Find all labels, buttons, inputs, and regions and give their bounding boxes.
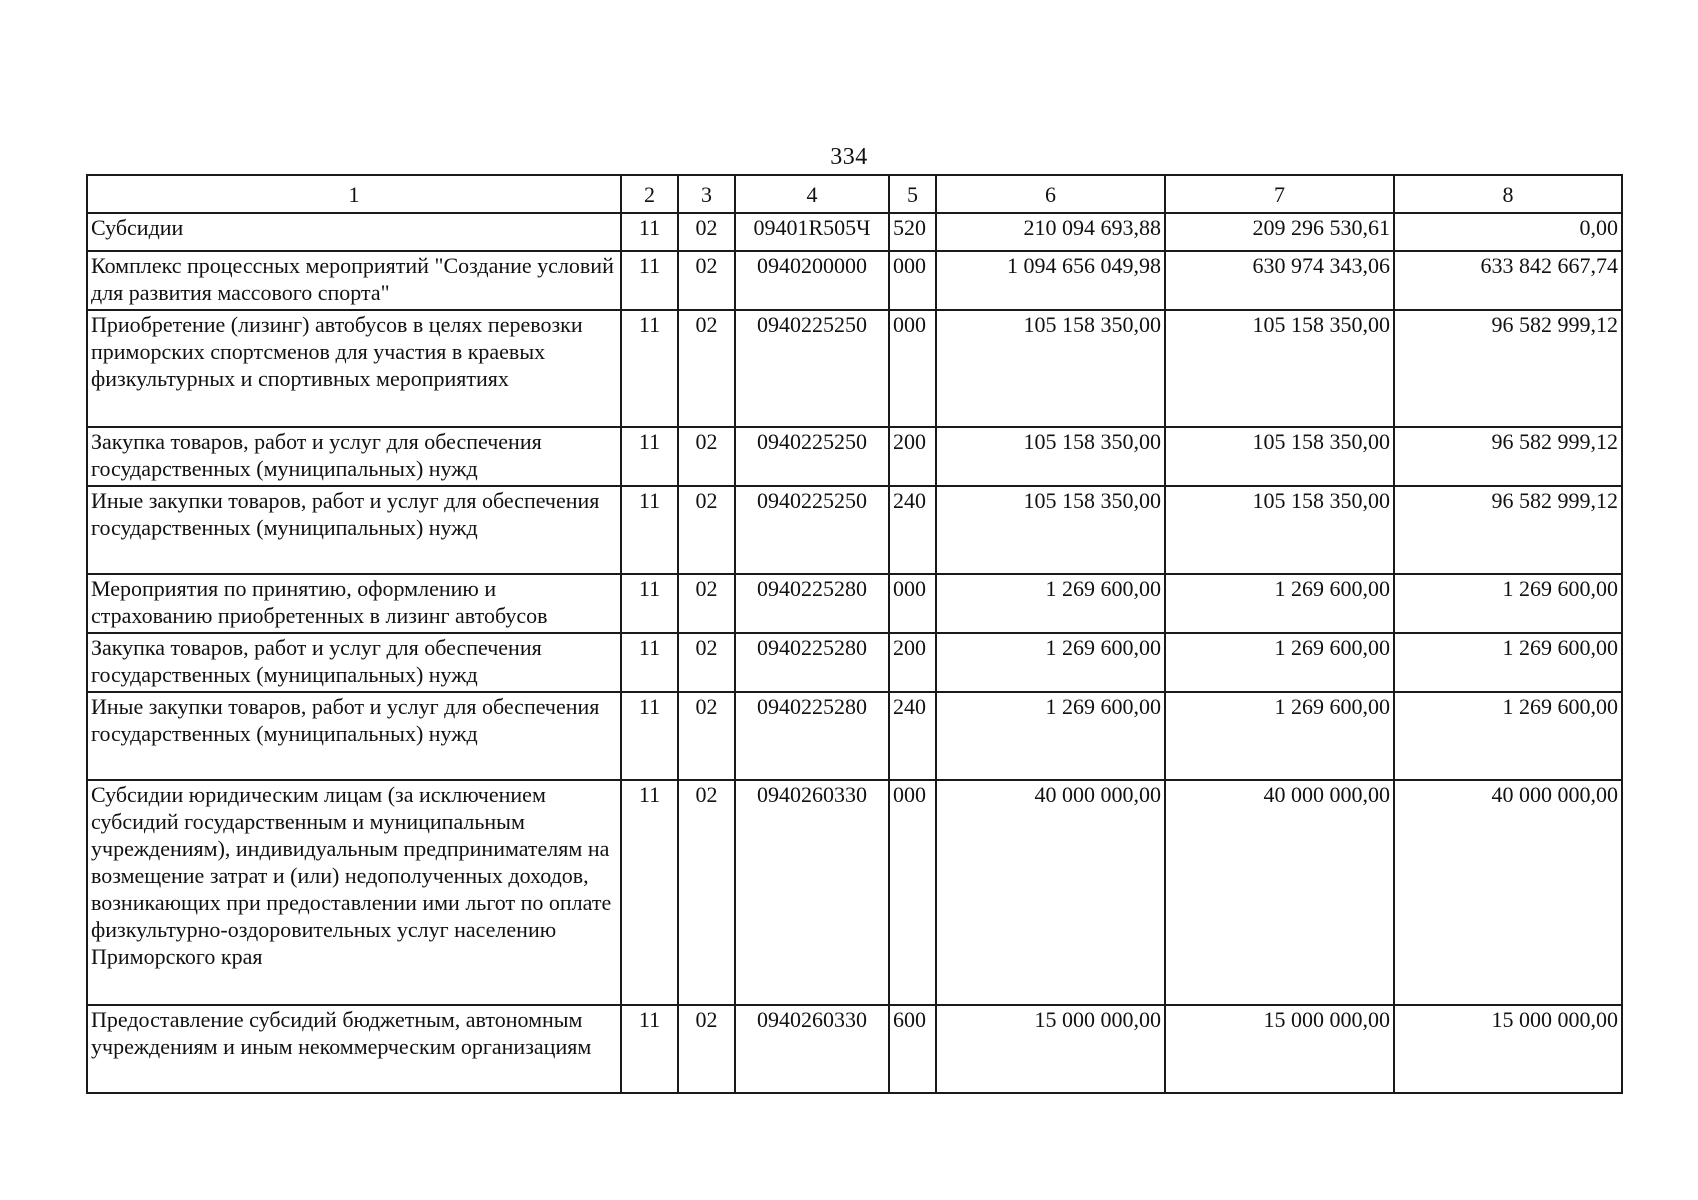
section-code: 11 bbox=[621, 1005, 678, 1093]
subsection-code: 02 bbox=[678, 310, 735, 427]
amount-col7: 209 296 530,61 bbox=[1165, 213, 1394, 251]
table-row bbox=[87, 213, 1622, 251]
column-header: 3 bbox=[678, 175, 735, 213]
expense-type-code: 600 bbox=[889, 1005, 936, 1093]
expense-type-code: 000 bbox=[889, 780, 936, 1005]
amount-col6: 105 158 350,00 bbox=[936, 486, 1165, 574]
amount-col6: 105 158 350,00 bbox=[936, 310, 1165, 427]
subsection-code: 02 bbox=[678, 574, 735, 633]
subsection-code: 02 bbox=[678, 427, 735, 486]
amount-col8: 1 269 600,00 bbox=[1394, 692, 1622, 780]
table-row bbox=[87, 780, 1622, 1005]
amount-col6: 210 094 693,88 bbox=[936, 213, 1165, 251]
item-name: Мероприятия по принятию, оформлению и страхованию приобретенных в лизинг автобусов bbox=[87, 574, 621, 633]
amount-col8: 0,00 bbox=[1394, 213, 1622, 251]
table-row bbox=[87, 692, 1622, 780]
table-row bbox=[87, 251, 1622, 310]
subsection-code: 02 bbox=[678, 251, 735, 310]
expense-type-code: 200 bbox=[889, 633, 936, 692]
column-header: 6 bbox=[936, 175, 1165, 213]
subsection-code: 02 bbox=[678, 213, 735, 251]
section-code: 11 bbox=[621, 251, 678, 310]
subsection-code: 02 bbox=[678, 633, 735, 692]
target-article-code: 0940260330 bbox=[735, 1005, 889, 1093]
column-header: 8 bbox=[1394, 175, 1622, 213]
expense-type-code: 000 bbox=[889, 574, 936, 633]
column-header: 1 bbox=[87, 175, 621, 213]
expense-type-code: 520 bbox=[889, 213, 936, 251]
target-article-code: 0940200000 bbox=[735, 251, 889, 310]
amount-col6: 1 094 656 049,98 bbox=[936, 251, 1165, 310]
amount-col6: 40 000 000,00 bbox=[936, 780, 1165, 1005]
target-article-code: 09401R505Ч bbox=[735, 213, 889, 251]
table-row bbox=[87, 1005, 1622, 1093]
budget-table bbox=[86, 174, 1623, 1094]
section-code: 11 bbox=[621, 486, 678, 574]
target-article-code: 0940225280 bbox=[735, 574, 889, 633]
amount-col6: 1 269 600,00 bbox=[936, 574, 1165, 633]
amount-col6: 1 269 600,00 bbox=[936, 633, 1165, 692]
amount-col7: 105 158 350,00 bbox=[1165, 427, 1394, 486]
column-header: 7 bbox=[1165, 175, 1394, 213]
table-row bbox=[87, 486, 1622, 574]
item-name: Предоставление субсидий бюджетным, автономным учреждениям и иным некоммерческим организациям bbox=[87, 1005, 621, 1093]
expense-type-code: 240 bbox=[889, 692, 936, 780]
amount-col7: 105 158 350,00 bbox=[1165, 486, 1394, 574]
amount-col7: 1 269 600,00 bbox=[1165, 574, 1394, 633]
table-row bbox=[87, 574, 1622, 633]
expense-type-code: 000 bbox=[889, 310, 936, 427]
amount-col7: 630 974 343,06 bbox=[1165, 251, 1394, 310]
section-code: 11 bbox=[621, 213, 678, 251]
target-article-code: 0940260330 bbox=[735, 780, 889, 1005]
amount-col6: 1 269 600,00 bbox=[936, 692, 1165, 780]
amount-col8: 96 582 999,12 bbox=[1394, 486, 1622, 574]
expense-type-code: 000 bbox=[889, 251, 936, 310]
table-row bbox=[87, 427, 1622, 486]
target-article-code: 0940225280 bbox=[735, 633, 889, 692]
subsection-code: 02 bbox=[678, 486, 735, 574]
item-name: Субсидии bbox=[87, 213, 621, 251]
item-name: Закупка товаров, работ и услуг для обеспечения государственных (муниципальных) нужд bbox=[87, 633, 621, 692]
expense-type-code: 240 bbox=[889, 486, 936, 574]
amount-col8: 40 000 000,00 bbox=[1394, 780, 1622, 1005]
amount-col8: 1 269 600,00 bbox=[1394, 633, 1622, 692]
section-code: 11 bbox=[621, 310, 678, 427]
amount-col7: 105 158 350,00 bbox=[1165, 310, 1394, 427]
amount-col6: 105 158 350,00 bbox=[936, 427, 1165, 486]
amount-col8: 96 582 999,12 bbox=[1394, 427, 1622, 486]
section-code: 11 bbox=[621, 780, 678, 1005]
target-article-code: 0940225280 bbox=[735, 692, 889, 780]
subsection-code: 02 bbox=[678, 1005, 735, 1093]
target-article-code: 0940225250 bbox=[735, 310, 889, 427]
amount-col7: 15 000 000,00 bbox=[1165, 1005, 1394, 1093]
table-row bbox=[87, 310, 1622, 427]
item-name: Приобретение (лизинг) автобусов в целях перевозки приморских спортсменов для участия в краевых физкультурных и спортивных мероприятиях bbox=[87, 310, 621, 427]
expense-type-code: 200 bbox=[889, 427, 936, 486]
section-code: 11 bbox=[621, 574, 678, 633]
amount-col8: 96 582 999,12 bbox=[1394, 310, 1622, 427]
column-header: 4 bbox=[735, 175, 889, 213]
column-header: 2 bbox=[621, 175, 678, 213]
section-code: 11 bbox=[621, 692, 678, 780]
amount-col6: 15 000 000,00 bbox=[936, 1005, 1165, 1093]
amount-col8: 633 842 667,74 bbox=[1394, 251, 1622, 310]
section-code: 11 bbox=[621, 427, 678, 486]
item-name: Закупка товаров, работ и услуг для обеспечения государственных (муниципальных) нужд bbox=[87, 427, 621, 486]
header-row bbox=[87, 175, 1622, 213]
amount-col7: 40 000 000,00 bbox=[1165, 780, 1394, 1005]
section-code: 11 bbox=[621, 633, 678, 692]
table-row bbox=[87, 633, 1622, 692]
item-name: Иные закупки товаров, работ и услуг для обеспечения государственных (муниципальных) нужд bbox=[87, 692, 621, 780]
item-name: Субсидии юридическим лицам (за исключением субсидий государственным и муниципальным учреждениям), индивидуальным предпринимателям на возмещение затрат и (или) недополученных доходов, возникающих при предоставлении ими льгот по оплате физкультурно-оздоровительных услуг населению Приморского края bbox=[87, 780, 621, 1005]
amount-col7: 1 269 600,00 bbox=[1165, 633, 1394, 692]
page-number: 334 bbox=[830, 144, 868, 170]
target-article-code: 0940225250 bbox=[735, 427, 889, 486]
subsection-code: 02 bbox=[678, 780, 735, 1005]
target-article-code: 0940225250 bbox=[735, 486, 889, 574]
item-name: Комплекс процессных мероприятий "Создание условий для развития массового спорта" bbox=[87, 251, 621, 310]
column-header: 5 bbox=[889, 175, 936, 213]
subsection-code: 02 bbox=[678, 692, 735, 780]
amount-col8: 1 269 600,00 bbox=[1394, 574, 1622, 633]
amount-col8: 15 000 000,00 bbox=[1394, 1005, 1622, 1093]
item-name: Иные закупки товаров, работ и услуг для обеспечения государственных (муниципальных) нужд bbox=[87, 486, 621, 574]
amount-col7: 1 269 600,00 bbox=[1165, 692, 1394, 780]
